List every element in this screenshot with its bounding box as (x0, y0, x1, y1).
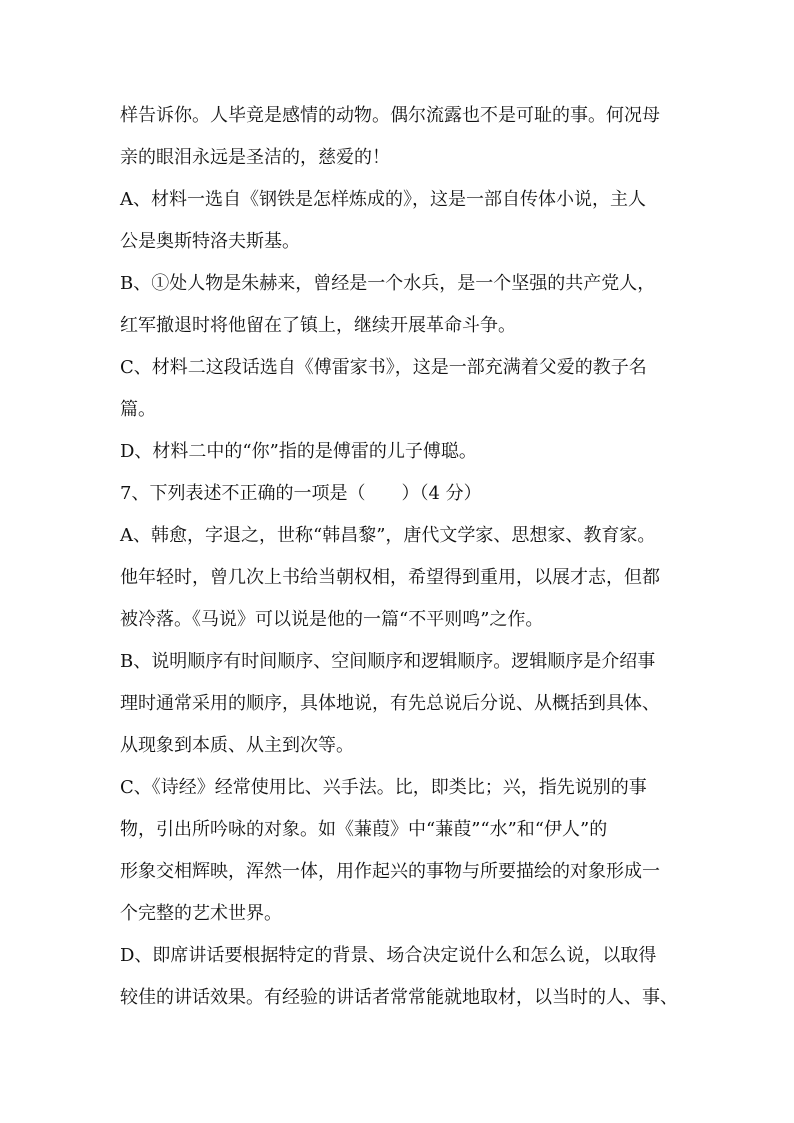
option-d-line: D、即席讲话要根据特定的背景、场合决定说什么和怎么说，以取得 (120, 945, 657, 966)
text-line: 被冷落。《马说》可以说是他的一篇“不平则鸣”之作。 (120, 609, 544, 630)
option-a-line: A、韩愈，字退之，世称“韩昌黎”，唐代文学家、思想家、教育家。 (120, 525, 656, 546)
text-line: 从现象到本质、从主到次等。 (120, 735, 354, 756)
option-d-line: D、材料二中的“你”指的是傅雷的儿子傅聪。 (120, 441, 477, 462)
text-line: 样告诉你。人毕竟是感情的动物。偶尔流露也不是可耻的事。何况母 (120, 105, 660, 126)
text-line: 公是奥斯特洛夫斯基。 (120, 231, 300, 252)
option-c-line: C、材料二这段话选自《傅雷家书》，这是一部充满着父爱的教子名 (120, 357, 647, 378)
text-line: 篇。 (120, 399, 156, 420)
text-line: 物，引出所吟咏的对象。如《蒹葭》中“蒹葭”“水”和“伊人”的 (120, 819, 608, 840)
question-7-title: 7、下列表述不正确的一项是（ ）（4 分） (120, 483, 482, 504)
option-b-line: B、①处人物是朱赫来，曾经是一个水兵，是一个坚强的共产党人， (120, 273, 656, 294)
option-a-line: A、材料一选自《钢铁是怎样炼成的》，这是一部自传体小说，主人 (120, 189, 646, 210)
option-b-line: B、说明顺序有时间顺序、空间顺序和逻辑顺序。逻辑顺序是介绍事 (120, 651, 656, 672)
text-line: 红军撤退时将他留在了镇上，继续开展革命斗争。 (120, 315, 516, 336)
text-line: 亲的眼泪永远是圣洁的，慈爱的！ (120, 147, 390, 168)
text-line: 形象交相辉映，浑然一体，用作起兴的事物与所要描绘的对象形成一 (120, 861, 660, 882)
text-line: 他年轻时，曾几次上书给当朝权相，希望得到重用，以展才志，但都 (120, 567, 660, 588)
text-line: 较佳的讲话效果。有经验的讲话者常常能就地取材，以当时的人、事、 (120, 987, 678, 1008)
option-c-line: C、《诗经》经常使用比、兴手法。比，即类比；兴，指先说别的事 (120, 777, 647, 798)
text-line: 个完整的艺术世界。 (120, 903, 282, 924)
text-line: 理时通常采用的顺序，具体地说，有先总说后分说、从概括到具体、 (120, 693, 660, 714)
